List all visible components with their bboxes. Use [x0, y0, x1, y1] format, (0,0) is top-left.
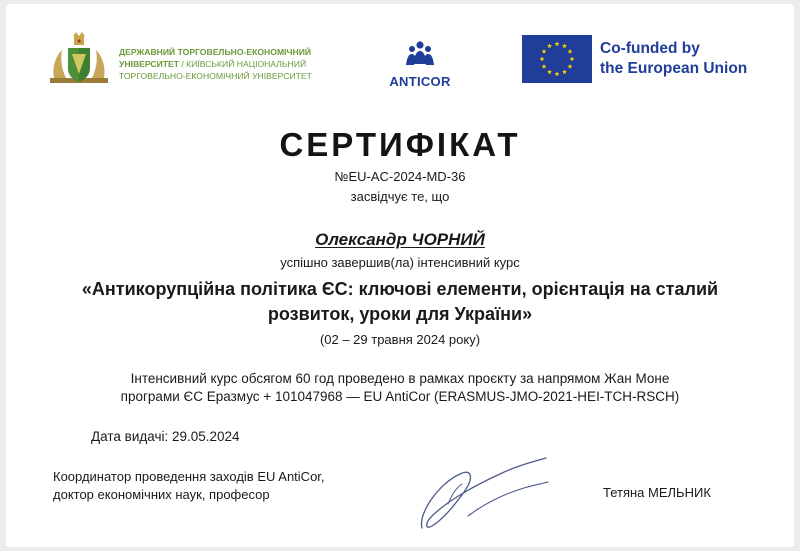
course-dates: (02 – 29 травня 2024 року)	[319, 332, 481, 347]
anticor-logo	[378, 40, 462, 89]
anticor-people-icon	[405, 40, 435, 68]
anticor-label: ANTICOR	[389, 74, 451, 89]
completed-text: успішно завершив(ла) інтенсивний курс	[280, 255, 520, 270]
course-title-line-2: розвиток, уроки для України»	[267, 304, 533, 324]
course-title	[6, 277, 794, 327]
course-info-line-2: програми ЄС Еразмус + 101047968 — EU AntiCor (ERASMUS-JMO-2021-HEI-TCH-RSCH)	[120, 389, 680, 404]
university-line-2-bold: УНІВЕРСИТЕТ	[119, 59, 180, 69]
coordinator-block	[53, 468, 325, 504]
university-crest-icon	[46, 32, 112, 88]
university-line-3: ТОРГОВЕЛЬНО-ЕКОНОМІЧНИЙ УНІВЕРСИТЕТ	[119, 71, 312, 81]
eu-flag-icon	[522, 35, 592, 83]
certificate-title: СЕРТИФІКАТ	[279, 126, 521, 163]
university-line-1: ДЕРЖАВНИЙ ТОРГОВЕЛЬНО-ЕКОНОМІЧНИЙ	[119, 47, 312, 57]
coordinator-line-1: Координатор проведення заходів EU AntiCor,	[53, 469, 325, 484]
course-info	[6, 370, 794, 406]
university-name	[119, 46, 312, 82]
signer-name: Тетяна МЕЛЬНИК	[603, 485, 711, 500]
coordinator-line-2: доктор економічних наук, професор	[53, 487, 270, 502]
recipient-name: Олександр ЧОРНИЙ	[315, 230, 485, 249]
certifies-text: засвідчує те, що	[350, 189, 450, 204]
course-title-line-1: «Антикорупційна політика ЄС: ключові елементи, орієнтація на сталий	[81, 279, 719, 299]
recipient-name-wrapper	[6, 230, 794, 250]
eu-line-1: Co-funded by	[600, 40, 700, 57]
handwritten-signature-icon	[408, 444, 558, 534]
certificate-page	[6, 4, 794, 547]
issue-date: Дата видачі: 29.05.2024	[91, 429, 240, 444]
eu-cofunded-label	[600, 39, 747, 79]
eu-line-2: the European Union	[600, 60, 748, 77]
university-line-2: / КИЇВСЬКИЙ НАЦІОНАЛЬНИЙ	[179, 59, 307, 69]
certificate-number: №EU-AC-2024-MD-36	[334, 169, 466, 184]
course-info-line-1: Інтенсивний курс обсягом 60 год проведено в рамках проєкту за напрямом Жан Моне	[130, 371, 670, 386]
